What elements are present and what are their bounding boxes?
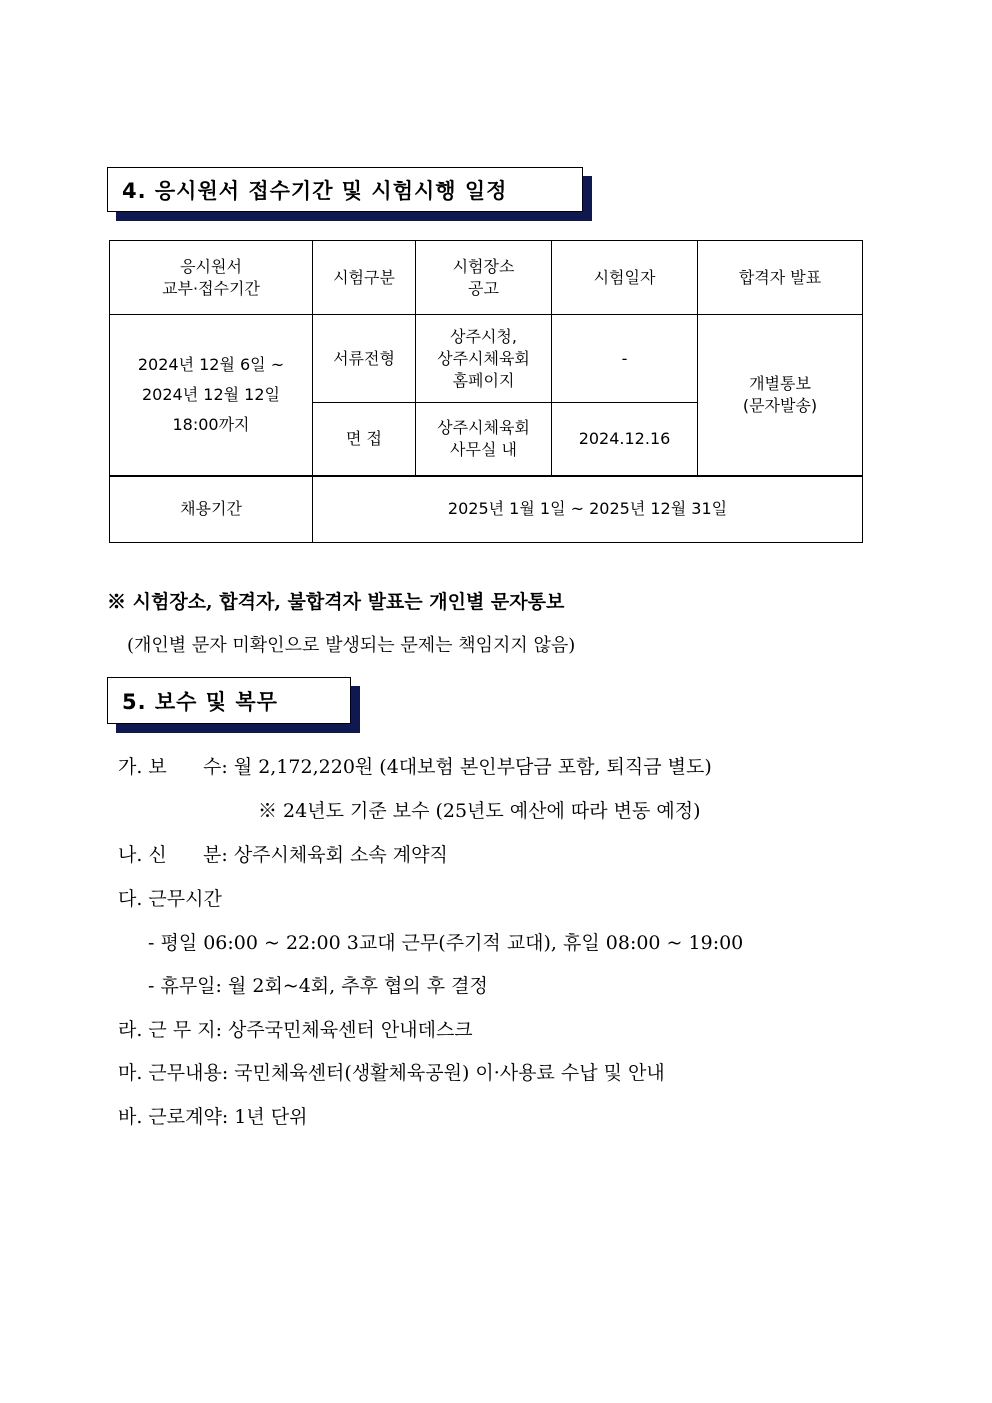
notice-sub: (개인별 문자 미확인으로 발생되는 문제는 책임지지 않음) (127, 635, 576, 656)
hours-line: 다. 근무시간 (118, 888, 222, 910)
notice-main: ※ 시험장소, 합격자, 불합격자 발표는 개인별 문자통보 (107, 591, 565, 613)
header-result: 합격자 발표 (698, 241, 863, 315)
venue-document: 상주시청, 상주시체육회 홈페이지 (416, 315, 552, 403)
section5-title: 5. 보수 및 복무 (122, 689, 278, 714)
employment-period-value: 2025년 1월 1일 ~ 2025년 12월 31일 (313, 476, 863, 543)
result-cell: 개별통보 (문자발송) (698, 315, 863, 476)
table-header-row (110, 241, 863, 315)
section4-title: 4. 응시원서 접수기간 및 시험시행 일정 (122, 178, 508, 203)
contract-line: 바. 근로계약: 1년 단위 (118, 1106, 308, 1128)
exam-type-interview: 면 접 (313, 403, 416, 476)
exam-type-document: 서류전형 (313, 315, 416, 403)
header-exam-date: 시험일자 (552, 241, 698, 315)
section4-title-box (107, 167, 583, 212)
venue-interview: 상주시체육회 사무실 내 (416, 403, 552, 476)
header-venue: 시험장소 공고 (416, 241, 552, 315)
pay-line: 가. 보 수: 월 2,172,220원 (4대보험 본인부담금 포함, 퇴직금 별도) (118, 756, 712, 778)
header-exam-type: 시험구분 (313, 241, 416, 315)
employment-period-label: 채용기간 (110, 476, 313, 543)
location-line: 라. 근 무 지: 상주국민체육센터 안내데스크 (118, 1019, 473, 1041)
application-period-cell: 2024년 12월 6일 ~ 2024년 12월 12일 18:00까지 (110, 315, 313, 476)
schedule-table (109, 240, 863, 543)
header-application-period: 응시원서 교부·접수기간 (110, 241, 313, 315)
duty-line: 마. 근무내용: 국민체육센터(생활체육공원) 이·사용료 수납 및 안내 (118, 1062, 665, 1084)
pay-note-line: ※ 24년도 기준 보수 (25년도 예산에 따라 변동 예정) (258, 800, 701, 822)
hours-off-line: - 휴무일: 월 2회~4회, 추후 협의 후 결정 (148, 975, 488, 997)
exam-date-document: - (552, 315, 698, 403)
hours-weekday-line: - 평일 06:00 ~ 22:00 3교대 근무(주기적 교대), 휴일 08:00 ~ 19:00 (148, 932, 744, 954)
exam-date-interview: 2024.12.16 (552, 403, 698, 476)
status-line: 나. 신 분: 상주시체육회 소속 계약직 (118, 844, 448, 866)
table-row (110, 476, 863, 543)
section5-title-box (107, 677, 351, 724)
table-row (110, 315, 863, 403)
